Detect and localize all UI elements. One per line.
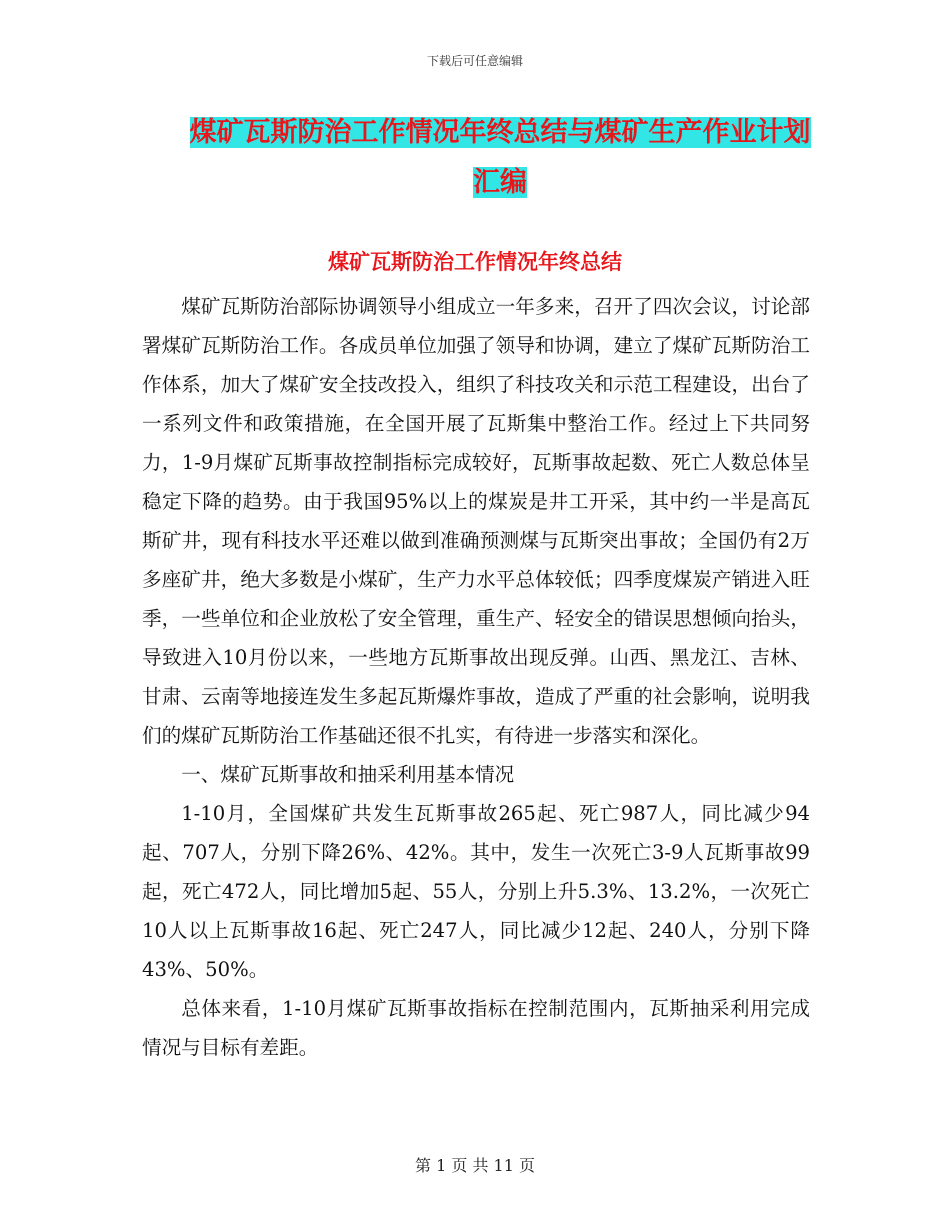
document-body xyxy=(142,287,810,1067)
section-title: 煤矿瓦斯防治工作情况年终总结 xyxy=(328,250,622,274)
paragraph-statistics: 1-10月，全国煤矿共发生瓦斯事故265起、死亡987人，同比减少94起、707人，分别下降26%、42%。其中，发生一次死亡3-9人瓦斯事故99起，死亡472人，同比增加5起、55人，分别上升5.3%、13.2%，一次死亡10人以上瓦斯事故16起、死亡247人，同比减少12起、240人，分别下降43%、50%。 xyxy=(142,802,810,981)
paragraph-intro: 煤矿瓦斯防治部际协调领导小组成立一年多来，召开了四次会议，讨论部署煤矿瓦斯防治工作。各成员单位加强了领导和协调，建立了煤矿瓦斯防治工作体系，加大了煤矿安全技改投入，组织了科技攻关和示范工程建设，出台了一系列文件和政策措施，在全国开展了瓦斯集中整治工作。经过上下共同努力，1-9月煤矿瓦斯事故控制指标完成较好，瓦斯事故起数、死亡人数总体呈稳定下降的趋势。由于我国95%以上的煤炭是井工开采，其中约一半是高瓦斯矿井，现有科技水平还难以做到准确预测煤与瓦斯突出事故；全国仍有2万多座矿井，绝大多数是小煤矿，生产力水平总体较低；四季度煤炭产销进入旺季，一些单位和企业放松了安全管理，重生产、轻安全的错误思想倾向抬头，导致进入10月份以来，一些地方瓦斯事故出现反弹。山西、黑龙江、吉林、甘肃、云南等地接连发生多起瓦斯爆炸事故，造成了严重的社会影响，说明我们的煤矿瓦斯防治工作基础还很不扎实，有待进一步落实和深化。 xyxy=(142,295,810,747)
page-header-note: 下载后可任意编辑 xyxy=(426,54,523,68)
document-title xyxy=(150,108,850,208)
document-title-line-2: 汇编 xyxy=(473,167,527,198)
document-title-line-1: 煤矿瓦斯防治工作情况年终总结与煤矿生产作业计划 xyxy=(189,117,811,148)
page-footer: 第 1 页 共 11 页 xyxy=(415,1156,535,1175)
paragraph-summary: 总体来看，1-10月煤矿瓦斯事故指标在控制范围内，瓦斯抽采利用完成情况与目标有差距。 xyxy=(142,997,810,1059)
paragraph-heading-1: 一、煤矿瓦斯事故和抽采利用基本情况 xyxy=(181,763,515,786)
